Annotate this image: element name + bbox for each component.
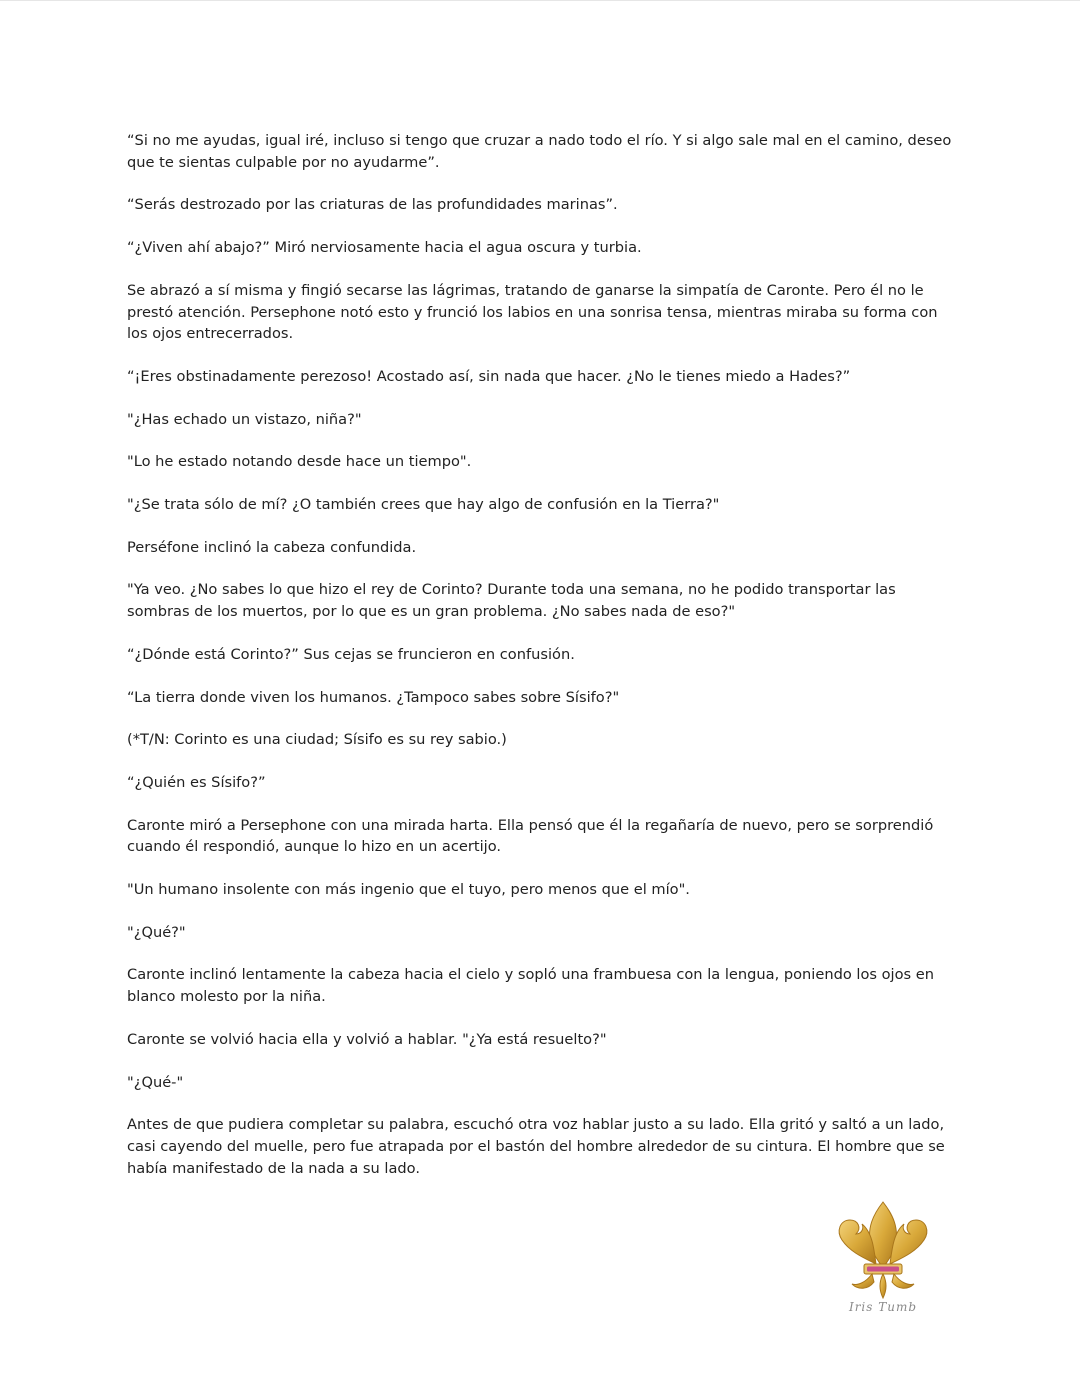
paragraph: Caronte inclinó lentamente la cabeza hacia el cielo y sopló una frambuesa con la lengua, poniendo los ojos en blanco molesto por la niña.: [127, 966, 935, 1006]
paragraph: "Ya veo. ¿No sabes lo que hizo el rey de Corinto? Durante toda una semana, no he podido transportar las sombras de los muertos, por lo que es un gran problema. ¿No sabes nada de eso?": [127, 581, 896, 621]
paragraph: "Un humano insolente con más ingenio que el tuyo, pero menos que el mío".: [127, 881, 690, 899]
paragraph: "Lo he estado notando desde hace un tiempo".: [127, 453, 472, 471]
paragraph: Perséfone inclinó la cabeza confundida.: [127, 538, 417, 556]
paragraph: Antes de que pudiera completar su palabra, escuchó otra voz hablar justo a su lado. Ella gritó y saltó a un lado, casi cayendo del muelle, pero fue atrapada por el bastón del hombre alrededor de su cintura. El hombre que se había manifestado de la nada a su lado.: [127, 1116, 945, 1177]
page-top-border: [0, 0, 1080, 1]
translator-note: (*T/N: Corinto es una ciudad; Sísifo es su rey sabio.): [127, 731, 507, 749]
paragraph: “Si no me ayudas, igual iré, incluso si tengo que cruzar a nado todo el río. Y si algo sale mal en el camino, deseo que te sientas culpable por no ayudarme”.: [127, 132, 952, 171]
paragraph: “¡Eres obstinadamente perezoso! Acostado así, sin nada que hacer. ¿No le tienes miedo a Hades?”: [127, 367, 851, 385]
paragraph: "¿Has echado un vistazo, niña?": [127, 410, 362, 428]
paragraph: “Serás destrozado por las criaturas de las profundidades marinas”.: [127, 196, 618, 214]
signature: Iris Tumb: [848, 1300, 918, 1314]
paragraph: Caronte se volvió hacia ella y volvió a hablar. "¿Ya está resuelto?": [127, 1030, 607, 1048]
paragraph: "¿Qué?": [127, 923, 186, 941]
paragraph: "¿Qué-": [127, 1073, 184, 1091]
paragraph: Se abrazó a sí misma y fingió secarse las lágrimas, tratando de ganarse la simpatía de Caronte. Pero él no le prestó atención. Persephone notó esto y frunció los labios en una sonrisa tensa, mientras miraba su forma con los ojos entrecerrados.: [127, 281, 938, 343]
paragraph: “¿Dónde está Corinto?” Sus cejas se fruncieron en confusión.: [127, 645, 575, 663]
paragraph: "¿Se trata sólo de mí? ¿O también crees que hay algo de confusión en la Tierra?": [127, 496, 720, 514]
document-page: [127, 130, 953, 1200]
paragraph: “La tierra donde viven los humanos. ¿Tampoco sabes sobre Sísifo?": [127, 688, 620, 706]
paragraph: “¿Viven ahí abajo?” Miró nerviosamente hacia el agua oscura y turbia.: [127, 239, 642, 257]
paragraph: “¿Quién es Sísifo?”: [127, 773, 266, 791]
paragraph: Caronte miró a Persephone con una mirada harta. Ella pensó que él la regañaría de nuevo, pero se sorprendió cuando él respondió, aunque lo hizo en un acertijo.: [127, 816, 934, 856]
